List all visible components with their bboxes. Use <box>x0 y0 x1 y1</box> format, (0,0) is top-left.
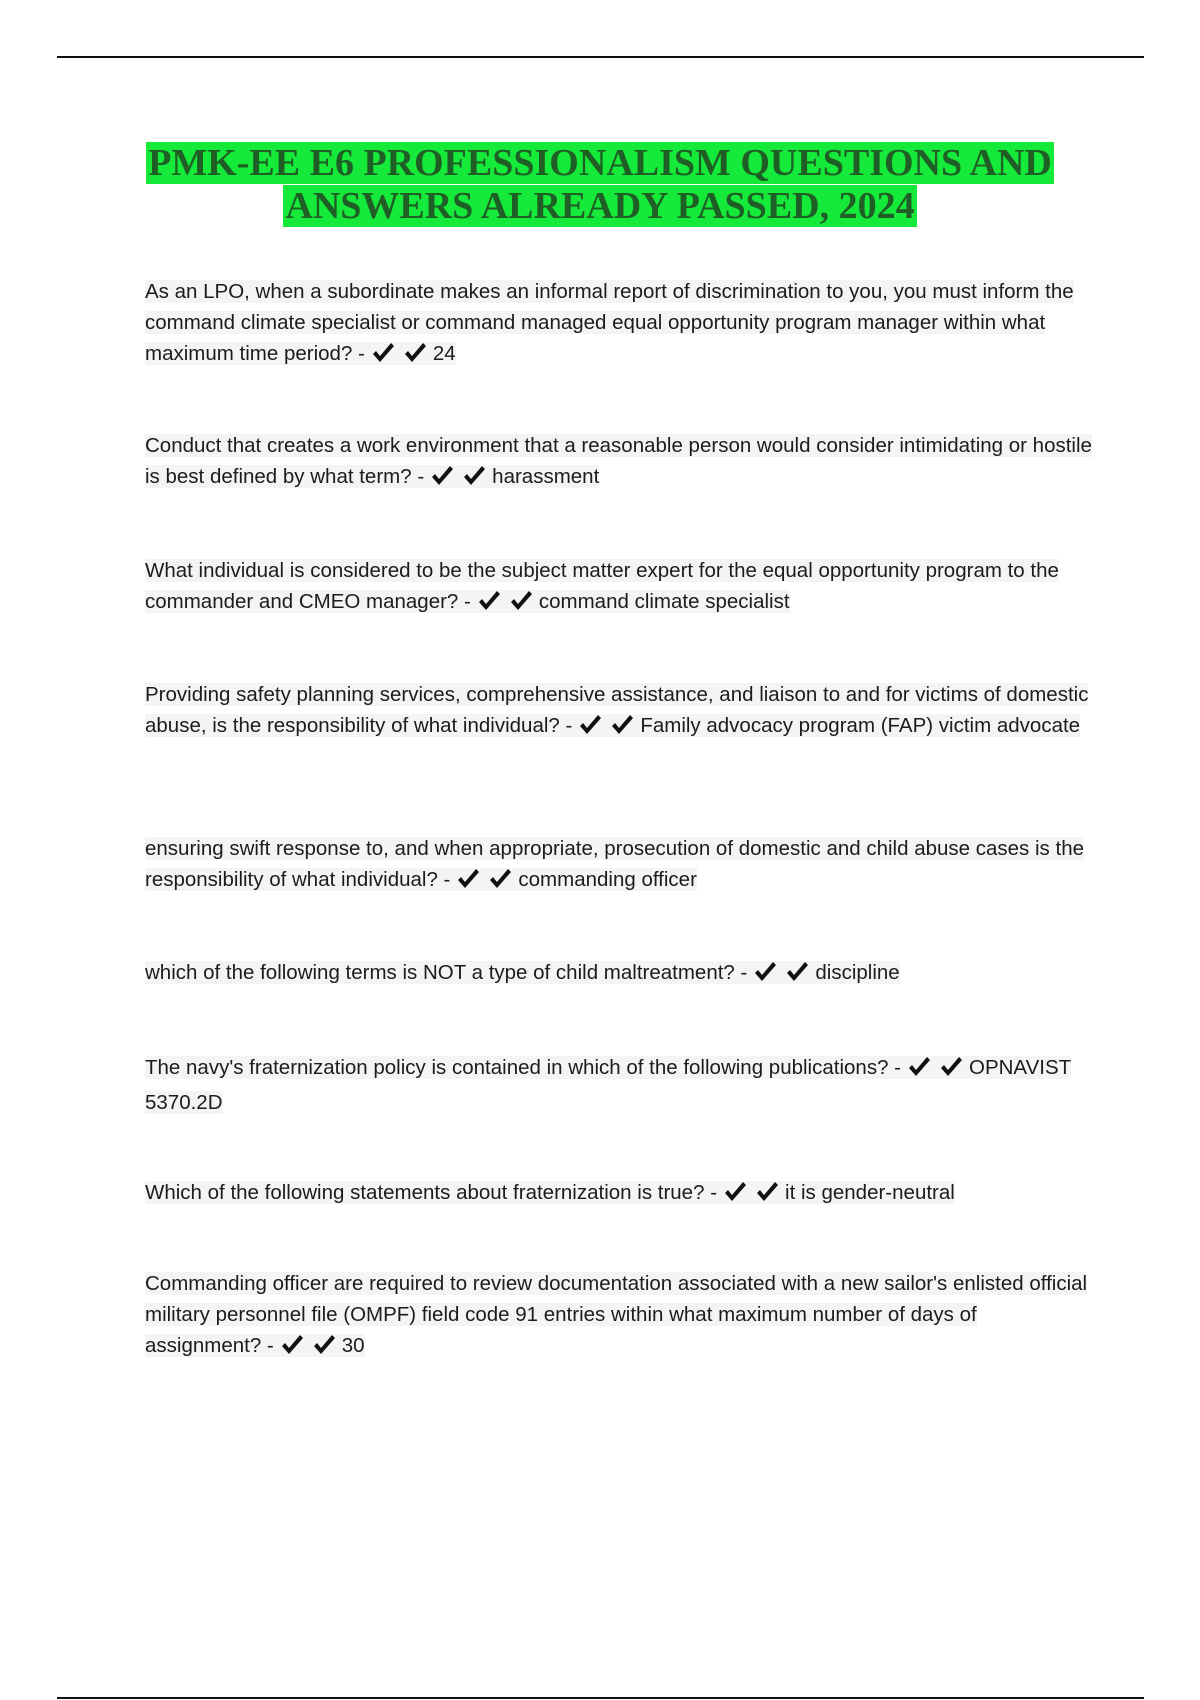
qa-highlight <box>145 837 1084 891</box>
answer-checkmarks <box>578 714 634 745</box>
check-icon <box>371 342 395 364</box>
check-icon <box>610 714 634 736</box>
answer-text: discipline <box>815 961 900 984</box>
check-icon <box>456 868 480 890</box>
answer-text: 24 <box>432 342 456 365</box>
qa-item <box>145 679 1095 745</box>
answer-text: 30 <box>341 1334 365 1357</box>
question-text: The navy's fraternization policy is contained in which of the following publications? <box>145 1056 889 1079</box>
bottom-rule <box>57 1697 1144 1699</box>
question-text: As an LPO, when a subordinate makes an informal report of discrimination to you, you must inform the command climate specialist or command managed equal opportunity program manager within what maximum time period? <box>145 280 1074 365</box>
answer-text: commanding officer <box>518 868 697 891</box>
qa-item <box>145 957 1095 992</box>
document-title <box>60 142 1140 228</box>
separator: - <box>458 590 471 613</box>
question-text: Providing safety planning services, comprehensive assistance, and liaison to and for victims of domestic abuse, is the responsibility of what individual? <box>145 683 1089 737</box>
check-icon <box>907 1056 931 1078</box>
check-icon <box>509 590 533 612</box>
answer-text: it is gender-neutral <box>785 1181 955 1204</box>
answer-checkmarks <box>907 1056 963 1087</box>
qa-item <box>145 833 1095 899</box>
answer-checkmarks <box>456 868 512 899</box>
check-icon <box>403 342 427 364</box>
answer-checkmarks <box>753 961 809 992</box>
title-line-1: PMK-EE E6 PROFESSIONALISM QUESTIONS AND <box>148 142 1052 184</box>
question-text: Conduct that creates a work environment that a reasonable person would consider intimidating or hostile is best defined by what term? <box>145 434 1092 488</box>
separator: - <box>888 1056 901 1079</box>
question-text: What individual is considered to be the subject matter expert for the equal opportunity program to the commander and CMEO manager? <box>145 559 1059 613</box>
check-icon <box>755 1181 779 1203</box>
answer-text: OPNAVIST 5370.2D <box>145 1056 1071 1114</box>
answer-checkmarks <box>371 342 427 373</box>
qa-highlight <box>145 434 1092 488</box>
qa-highlight <box>145 1056 1071 1114</box>
answer-text: command climate specialist <box>538 590 790 613</box>
answer-checkmarks <box>477 590 533 621</box>
separator: - <box>734 961 748 984</box>
top-rule <box>57 56 1144 58</box>
qa-highlight <box>145 280 1074 365</box>
check-icon <box>280 1334 304 1356</box>
separator: - <box>261 1334 274 1357</box>
qa-item <box>145 430 1095 496</box>
answer-checkmarks <box>723 1181 779 1212</box>
question-text: Which of the following statements about fraternization is true? <box>145 1181 705 1204</box>
qa-highlight <box>145 1181 955 1204</box>
qa-highlight <box>145 1272 1087 1357</box>
check-icon <box>430 465 454 487</box>
separator: - <box>704 1181 718 1204</box>
check-icon <box>785 961 809 983</box>
answer-text: harassment <box>492 465 600 488</box>
check-icon <box>753 961 777 983</box>
qa-highlight <box>145 961 900 984</box>
answer-text: Family advocacy program (FAP) victim advocate <box>640 714 1081 737</box>
qa-highlight <box>145 559 1059 613</box>
check-icon <box>462 465 486 487</box>
check-icon <box>578 714 602 736</box>
check-icon <box>477 590 501 612</box>
check-icon <box>312 1334 336 1356</box>
answer-checkmarks <box>430 465 486 496</box>
separator: - <box>411 465 425 488</box>
check-icon <box>723 1181 747 1203</box>
question-text: Commanding officer are required to review documentation associated with a new sailor's enlisted official military personnel file (OMPF) field code 91 entries within what maximum number of days of assignment? <box>145 1272 1088 1357</box>
separator: - <box>559 714 573 737</box>
qa-item <box>145 1268 1095 1365</box>
question-text: ensuring swift response to, and when appropriate, prosecution of domestic and child abuse cases is the responsibility of what individual? <box>145 837 1084 891</box>
check-icon <box>488 868 512 890</box>
qa-item <box>145 276 1095 373</box>
qa-item <box>145 555 1095 621</box>
question-text: which of the following terms is NOT a type of child maltreatment? <box>145 961 735 984</box>
answer-checkmarks <box>280 1334 336 1365</box>
qa-item <box>145 1052 1095 1118</box>
separator: - <box>352 342 365 365</box>
qa-highlight <box>145 683 1088 737</box>
check-icon <box>939 1056 963 1078</box>
qa-item <box>145 1177 1095 1212</box>
separator: - <box>437 868 451 891</box>
title-line-2: ANSWERS ALREADY PASSED, 2024 <box>285 185 915 227</box>
